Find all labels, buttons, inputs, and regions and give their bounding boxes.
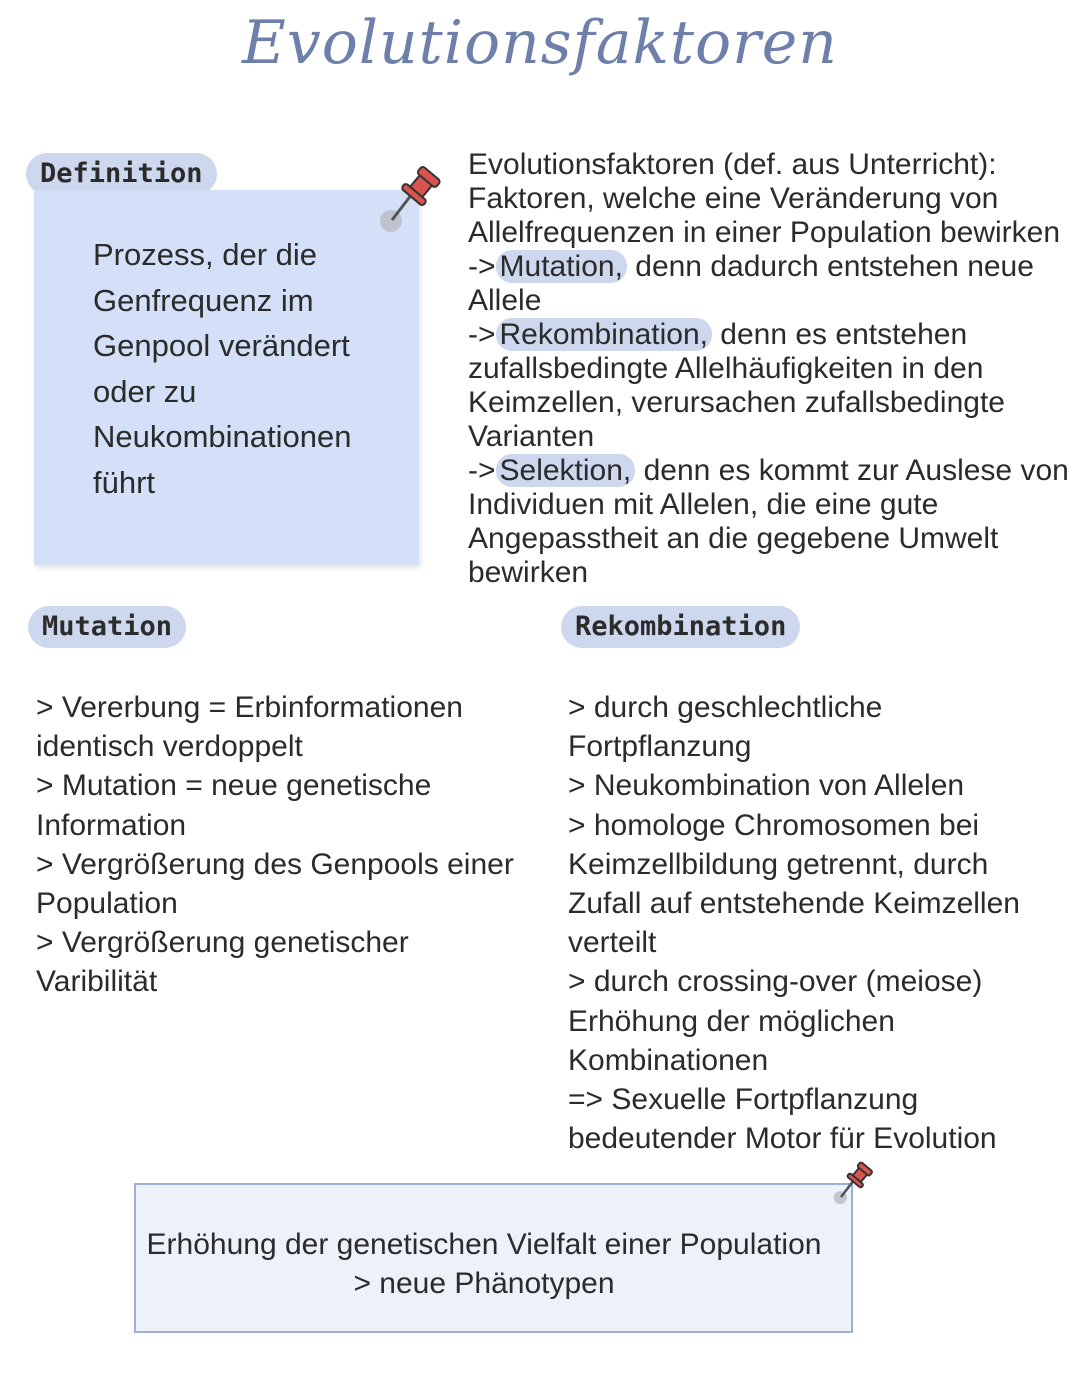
rekombination-line: Fortpflanzung [568,730,752,764]
pushpin-icon [828,1158,880,1210]
text-line: zufallsbedingte Allelhäufigkeiten in den [468,352,984,385]
mutation-line: > Mutation = neue genetische [36,769,432,803]
definition-line: Prozess, der die [93,237,317,272]
text-span: denn dadurch entstehen neue [626,250,1034,283]
evolutionsfaktoren-text [468,148,1068,590]
arrow: -> [468,318,496,351]
summary-line: > neue Phänotypen [353,1267,615,1300]
text-line: Individuen mit Allelen, die eine gute [468,488,939,521]
rekombination-line: > durch crossing-over (meiose) [568,965,983,999]
arrow: -> [468,454,496,487]
definition-line: Genpool verändert [93,328,350,363]
page-title: Evolutionsfaktoren [242,8,838,78]
mutation-line: Varibilität [36,965,158,999]
highlight-mutation: Mutation, [496,250,627,283]
mutation-line: identisch verdoppelt [36,730,303,764]
pushpin-icon [372,160,452,240]
rekombination-line: > durch geschlechtliche [568,691,883,724]
highlight-selektion: Selektion, [496,454,636,487]
mutation-list [36,688,516,1002]
mutation-label: Mutation [28,606,186,648]
definition-line: oder zu [93,373,197,409]
summary-line: Erhöhung der genetischen Vielfalt einer Population [146,1228,822,1261]
summary-text [134,1225,834,1303]
rekombination-line: verteilt [568,926,657,960]
rekombination-list [568,688,1068,1158]
definition-line: Neukombinationen [93,419,352,454]
rekombination-line: Kombinationen [568,1043,769,1077]
mutation-line: Population [36,887,178,921]
text-line: Angepasstheit an die gegebene Umwelt [468,522,999,555]
definition-label: Definition [26,153,217,195]
mutation-line: > Vergrößerung des Genpools einer [36,847,514,881]
text-span: denn es kommt zur Auslese von [635,454,1069,487]
text-line: Keimzellen, verursachen zufallsbedingte [468,386,1005,419]
rekombination-line: > homologe Chromosomen bei [568,808,980,842]
arrow: -> [468,250,496,283]
rekombination-line: => Sexuelle Fortpflanzung [568,1083,919,1117]
text-line: Faktoren, welche eine Veränderung von [468,182,999,215]
definition-line: führt [93,464,156,500]
rekombination-line: Erhöhung der möglichen [568,1004,895,1038]
mutation-line: > Vergrößerung genetischer [36,926,409,960]
text-span: denn es entstehen [711,318,968,351]
rekombination-line: > Neukombination von Allelen [568,769,965,803]
factor-rekombination [468,318,1068,352]
text-line: Evolutionsfaktoren (def. aus Unterricht): [468,148,997,181]
rekombination-line: Keimzellbildung getrennt, durch [568,847,989,881]
highlight-rekombination: Rekombination, [496,318,712,351]
mutation-line: Information [36,808,187,842]
factor-mutation [468,250,1068,284]
text-line: bewirken [468,556,589,589]
rekombination-label: Rekombination [561,606,800,648]
factor-selektion [468,454,1068,488]
mutation-line: > Vererbung = Erbinformationen [36,691,463,724]
text-line: Allele [468,284,542,317]
rekombination-line: Zufall auf entstehende Keimzellen [568,887,1020,921]
definition-text [93,232,393,505]
rekombination-line: bedeutender Motor für Evolution [568,1122,997,1156]
text-line: Allelfrequenzen in einer Population bewirken [468,216,1061,249]
definition-line: Genfrequenz im [93,282,314,318]
text-line: Varianten [468,420,595,453]
